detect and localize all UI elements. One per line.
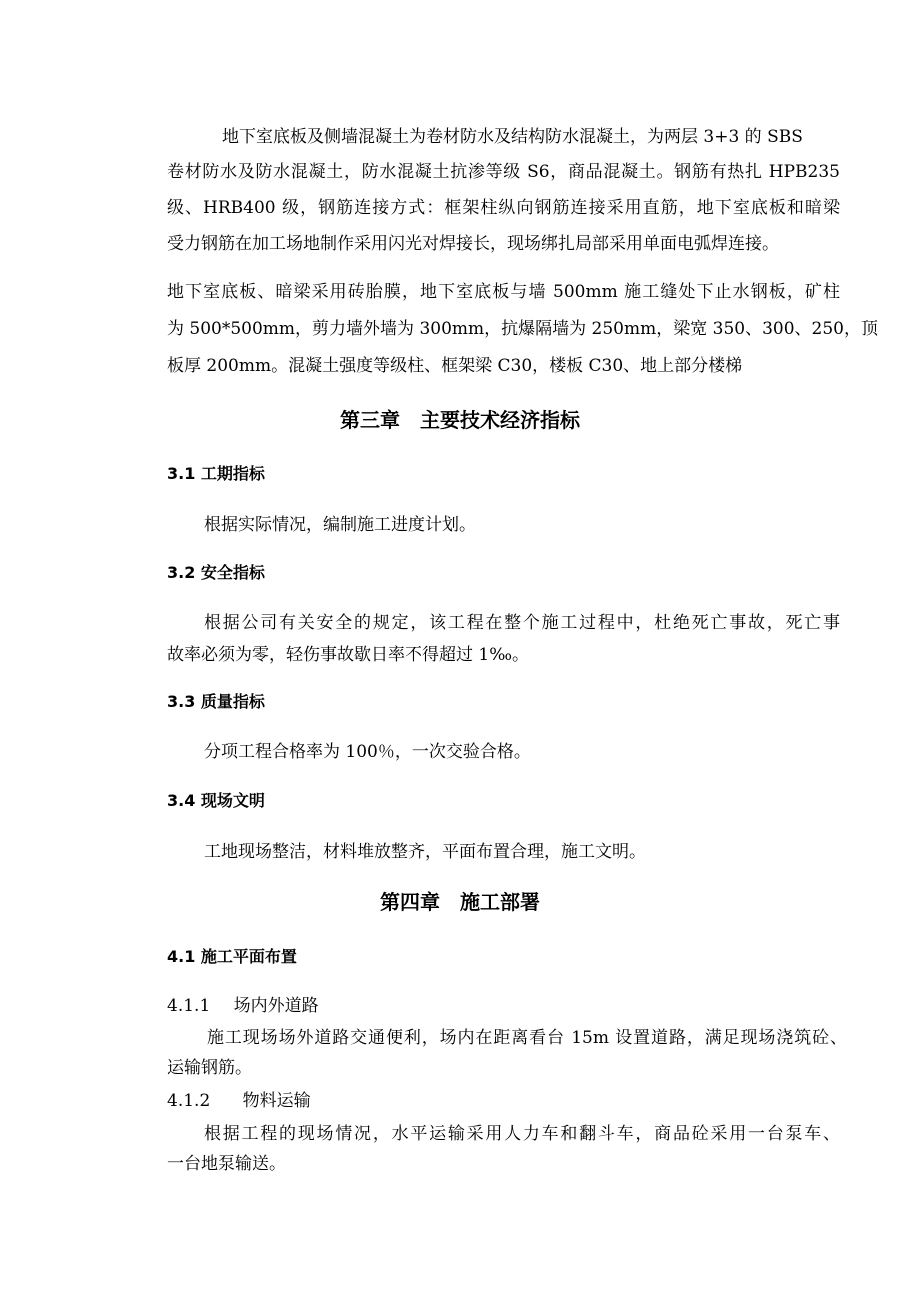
paragraph-line: 级、HRB400 级，钢筋连接方式：框架柱纵向钢筋连接采用直筋，地下室底板和暗梁 [167,198,840,218]
section-heading: 4.1 施工平面布置 [167,947,297,966]
paragraph-line: 根据公司有关安全的规定，该工程在整个施工过程中，杜绝死亡事故，死亡事 [204,613,840,633]
paragraph-line: 受力钢筋在加工场地制作采用闪光对焊接长，现场绑扎局部采用单面电弧焊连接。 [167,234,779,254]
section-heading: 3.3 质量指标 [167,692,265,711]
subsection-number: 4.1.2 [167,1091,211,1111]
section-heading: 3.4 现场文明 [167,791,265,810]
paragraph-line: 根据实际情况，编制施工进度计划。 [204,515,476,535]
paragraph-line: 地下室底板及侧墙混凝土为卷材防水及结构防水混凝土，为两层 3+3 的 SBS [222,127,803,147]
section-heading: 3.2 安全指标 [167,563,265,582]
section-heading: 3.1 工期指标 [167,464,265,483]
paragraph-line: 为 500*500mm，剪力墙外墙为 300mm，抗爆隔墙为 250mm，梁宽 350、300、250，顶 [167,319,878,339]
paragraph-line: 故率必须为零，轻伤事故歇日率不得超过 1‰。 [167,645,530,665]
paragraph-line: 卷材防水及防水混凝土，防水混凝土抗渗等级 S6，商品混凝土。钢筋有热扎 HPB235 [167,162,840,182]
paragraph-line: 地下室底板、暗梁采用砖胎膜，地下室底板与墙 500mm 施工缝处下止水钢板，矿柱 [167,282,840,302]
paragraph-line: 板厚 200mm。混凝土强度等级柱、框架梁 C30，楼板 C30、地上部分楼梯 [167,356,743,376]
subsection-number: 4.1.1 [167,996,211,1016]
paragraph-line: 分项工程合格率为 100％，一次交验合格。 [204,742,531,762]
subsection-heading [167,994,319,1018]
paragraph-line: 工地现场整洁，材料堆放整齐，平面布置合理，施工文明。 [204,842,646,862]
subsection-heading [167,1089,311,1113]
chapter-heading: 第四章 施工部署 [380,890,540,914]
chapter-heading: 第三章 主要技术经济指标 [340,408,580,432]
paragraph-line: 运输钢筋。 [167,1058,252,1078]
paragraph-line: 施工现场场外道路交通便利，场内在距离看台 15m 设置道路，满足现场浇筑砼、 [207,1028,847,1048]
subsection-title: 场内外道路 [233,996,319,1016]
paragraph-line: 一台地泵输送。 [167,1154,286,1174]
subsection-title: 物料运输 [242,1091,311,1111]
paragraph-line: 根据工程的现场情况，水平运输采用人力车和翻斗车，商品砼采用一台泵车、 [204,1124,840,1144]
